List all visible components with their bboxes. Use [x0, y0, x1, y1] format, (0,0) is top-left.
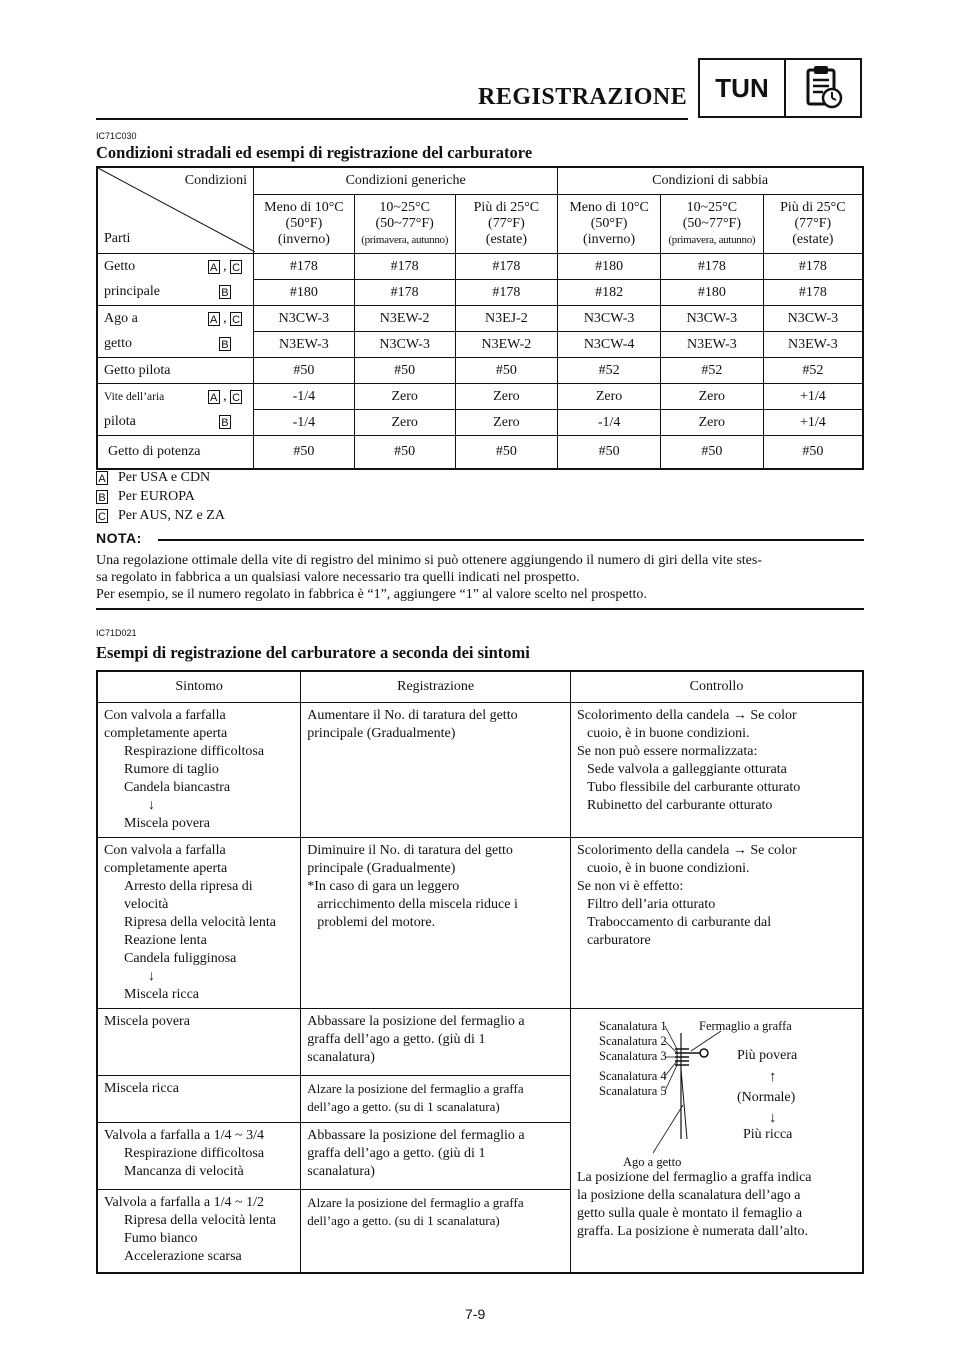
table-cell: #182 [558, 280, 661, 306]
variant-b: B [197, 410, 254, 436]
column-header: Registrazione [301, 671, 571, 703]
section1-title: Condizioni stradali ed esempi di registrazione del carburatore [96, 143, 533, 162]
table-row [97, 410, 863, 436]
page-header [96, 58, 864, 122]
table-cell: #178 [254, 254, 355, 280]
table-cell: +1/4 [763, 410, 863, 436]
table-cell: #178 [763, 280, 863, 306]
table-cell: #178 [455, 280, 558, 306]
table-cell: N3EW-2 [354, 306, 455, 332]
legend [96, 468, 225, 525]
variant-ac: A , C [197, 306, 254, 332]
table-cell: #178 [354, 254, 455, 280]
page-title: REGISTRAZIONE [478, 84, 688, 110]
row-label: Ago a [97, 306, 197, 332]
adjustment-cell: Alzare la posizione del fermaglio a graffa dell’ago a getto. (su di 1 scanalatura) [301, 1076, 571, 1123]
table-row [97, 384, 863, 410]
table-cell: #180 [660, 280, 763, 306]
up-arrow: ↑ [768, 1069, 777, 1085]
column-header: Meno di 10°C (50°F) (inverno) [254, 195, 355, 254]
adjustment-cell: Diminuire il No. di taratura del getto principale (Gradualmente) *In caso di gara un leggero arricchimento della miscela riduce i problemi del motore. [301, 838, 571, 1009]
check-cell: Scolorimento della candela → Se color cuoio, è in buone condizioni. Se non può essere normalizzata: Sede valvola a galleggiante otturata Tubo flessibile del carburante otturato Rubinetto del carburante otturato [570, 703, 863, 838]
symptom-cell: Valvola a farfalla a 1/4 ~ 1/2 Ripresa della velocità lenta Fumo bianco Accelerazione scarsa [97, 1190, 301, 1274]
table-row [97, 254, 863, 280]
page-number: 7-9 [465, 1306, 486, 1322]
table-cell: +1/4 [763, 384, 863, 410]
table-cell: -1/4 [254, 410, 355, 436]
table-cell: #180 [558, 254, 661, 280]
needle-taper [681, 1069, 687, 1139]
column-header: Sintomo [97, 671, 301, 703]
table-row [97, 280, 863, 306]
table-cell: #178 [763, 254, 863, 280]
row-label: pilota [97, 410, 197, 436]
table-cell: N3EJ-2 [455, 306, 558, 332]
table-cell: N3EW-2 [455, 332, 558, 358]
table-cell: Zero [455, 384, 558, 410]
jet-needle-diagram [571, 1009, 862, 1169]
table-row [97, 306, 863, 332]
table-cell: #180 [254, 280, 355, 306]
table-cell: N3EW-3 [254, 332, 355, 358]
carburetor-settings-table [96, 166, 864, 470]
slot-label: Scanalatura 1 [598, 1019, 667, 1033]
table-cell: #50 [558, 436, 661, 470]
column-header: Più di 25°C (77°F) (estate) [763, 195, 863, 254]
table-cell: Zero [455, 410, 558, 436]
note-heading: NOTA: [96, 530, 142, 546]
section-badge [698, 58, 862, 118]
row-label: Getto pilota [97, 358, 254, 384]
table-cell: #50 [455, 436, 558, 470]
table-header-row [97, 671, 863, 703]
table-cell: N3EW-3 [763, 332, 863, 358]
table-cell: #178 [455, 254, 558, 280]
section2-code: IC71D021 [96, 628, 137, 638]
symptom-cell: Con valvola a farfalla completamente aperta Arresto della ripresa di velocità Ripresa della velocità lenta Reazione lenta Candela fuligginosa ↓ Miscela ricca [97, 838, 301, 1009]
section2-title: Esempi di registrazione del carburatore a seconda dei sintomi [96, 643, 530, 662]
header-rule [96, 118, 688, 120]
corner-top-label: Condizioni [184, 173, 248, 188]
table-row [97, 703, 863, 838]
table-cell: N3CW-3 [660, 306, 763, 332]
table-cell: -1/4 [558, 410, 661, 436]
table-cell: Zero [354, 410, 455, 436]
table-cell: N3CW-3 [354, 332, 455, 358]
row-label: getto [97, 332, 197, 358]
symptom-cell: Valvola a farfalla a 1/4 ~ 3/4 Respirazione difficoltosa Mancanza di velocità [97, 1123, 301, 1190]
table-row [97, 838, 863, 1009]
table-cell: #50 [254, 358, 355, 384]
symptom-cell: Miscela ricca [97, 1076, 301, 1123]
row-label: Vite dell’aria [97, 384, 197, 410]
table-cell: #50 [254, 436, 355, 470]
table-cell: Zero [660, 410, 763, 436]
table-cell: -1/4 [254, 384, 355, 410]
table-cell: #52 [763, 358, 863, 384]
table-cell: Zero [558, 384, 661, 410]
table-cell: #52 [558, 358, 661, 384]
table-row [97, 332, 863, 358]
check-cell: Scolorimento della candela → Se color cuoio, è in buone condizioni. Se non vi è effetto: Filtro dell’aria otturato Traboccamento di carburante dal carburatore [570, 838, 863, 1009]
table-cell: N3EW-3 [660, 332, 763, 358]
table-row [97, 1009, 863, 1076]
section1-code: IC71C030 [96, 131, 137, 141]
normal-label: (Normale) [736, 1090, 796, 1105]
column-header: 10~25°C (50~77°F) (primavera, autunno) [354, 195, 455, 254]
table-cell: #50 [660, 436, 763, 470]
slot-label: Scanalatura 3 [598, 1049, 667, 1063]
table-row [97, 436, 863, 470]
slot-label: Scanalatura 5 [598, 1084, 667, 1098]
legend-item: A Per USA e CDN [96, 468, 225, 487]
symptom-cell: Miscela povera [97, 1009, 301, 1076]
adjustment-cell: Abbassare la posizione del fermaglio a graffa dell’ago a getto. (giù di 1 scanalatura) [301, 1123, 571, 1190]
section-badge-label: TUN [700, 60, 786, 116]
variant-ac: A , C [197, 384, 254, 410]
slot-label: Scanalatura 2 [598, 1034, 667, 1048]
table-cell: #50 [354, 358, 455, 384]
clip-ring [700, 1049, 708, 1057]
adjustment-cell: Alzare la posizione del fermaglio a graffa dell’ago a getto. (su di 1 scanalatura) [301, 1190, 571, 1274]
table-cell: #50 [763, 436, 863, 470]
table-row [97, 358, 863, 384]
table-cell: Zero [660, 384, 763, 410]
note-bottom-rule [96, 608, 864, 610]
table-cell: #52 [660, 358, 763, 384]
row-label: principale [97, 280, 197, 306]
group-header-general: Condizioni generiche [254, 167, 558, 195]
table-cell: #178 [354, 280, 455, 306]
adjustment-cell: Abbassare la posizione del fermaglio a graffa dell’ago a getto. (giù di 1 scanalatura) [301, 1009, 571, 1076]
variant-b: B [197, 280, 254, 306]
table-cell: #50 [455, 358, 558, 384]
table-cell: #50 [354, 436, 455, 470]
variant-b: B [197, 332, 254, 358]
table-cell: N3CW-3 [558, 306, 661, 332]
down-arrow: ↓ [768, 1110, 777, 1126]
symptom-cell: Con valvola a farfalla completamente aperta Respirazione difficoltosa Rumore di taglio Candela biancastra ↓ Miscela povera [97, 703, 301, 838]
clipboard-stopwatch-icon [786, 60, 860, 116]
rich-label: Più ricca [742, 1127, 793, 1142]
column-header: 10~25°C (50~77°F) (primavera, autunno) [660, 195, 763, 254]
table-cell: #178 [660, 254, 763, 280]
needle-grooves [675, 1049, 689, 1065]
corner-bottom-label: Parti [104, 231, 131, 246]
group-header-sand: Condizioni di sabbia [558, 167, 863, 195]
row-label: Getto di potenza [97, 436, 254, 470]
diagram-note: La posizione del fermaglio a graffa indica la posizione della scanalatura dell’ago a getto sulla quale è montato il femaglio a graffa. La posizione è numerata dall’alto. [576, 1170, 812, 1239]
needle-label: Ago a getto [622, 1155, 682, 1169]
table-cell: N3CW-3 [254, 306, 355, 332]
note-text: Una regolazione ottimale della vite di registro del minimo si può ottenere aggiungendo il numero di giri della vite stes- sa regolato in fabbrica a un qualsiasi valore necessario tra quelli indicati nel prospetto. Per esempio, se il numero regolato in fabbrica è “1”, aggiungere “1” al valore scelto nel prospetto. [96, 553, 762, 602]
column-header: Meno di 10°C (50°F) (inverno) [558, 195, 661, 254]
note-block [96, 530, 864, 602]
table-corner-cell [97, 167, 254, 254]
needle-diagram-cell [570, 1009, 863, 1274]
legend-item: C Per AUS, NZ e ZA [96, 506, 225, 525]
table-cell: N3CW-3 [763, 306, 863, 332]
table-cell: Zero [354, 384, 455, 410]
variant-ac: A , C [197, 254, 254, 280]
legend-item: B Per EUROPA [96, 487, 225, 506]
note-rule [158, 539, 864, 541]
column-header: Controllo [570, 671, 863, 703]
clip-label: Fermaglio a graffa [698, 1019, 792, 1033]
lean-label: Più povera [736, 1048, 798, 1063]
symptoms-table [96, 670, 864, 1274]
row-label: Getto [97, 254, 197, 280]
table-cell: N3CW-4 [558, 332, 661, 358]
column-header: Più di 25°C (77°F) (estate) [455, 195, 558, 254]
adjustment-cell: Aumentare il No. di taratura del getto principale (Gradualmente) [301, 703, 571, 838]
slot-label: Scanalatura 4 [598, 1069, 667, 1083]
